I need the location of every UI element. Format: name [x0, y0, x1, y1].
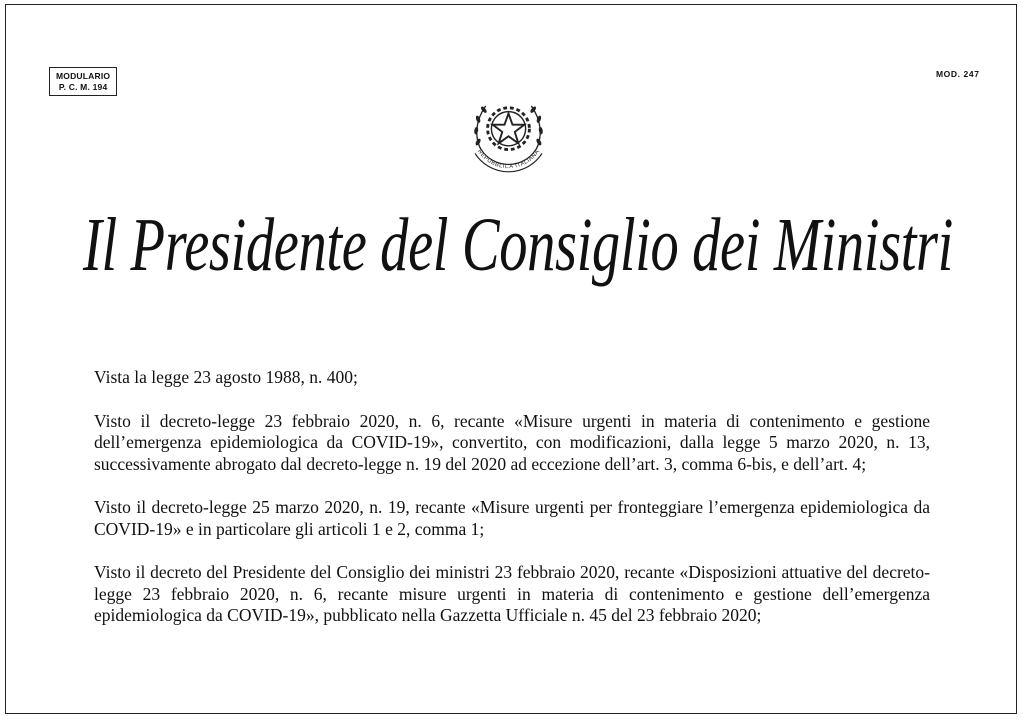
document-page	[5, 4, 1017, 714]
form-code-line1: MODULARIO	[56, 71, 111, 81]
svg-text:REPUBBLICA ITALIANA	[476, 149, 541, 170]
document-body	[94, 367, 930, 649]
letterhead-title	[58, 180, 978, 305]
form-code-line2: P. C. M. 194	[58, 82, 108, 92]
paragraph: Visto il decreto-legge 25 marzo 2020, n. 19, recante «Misure urgenti per fronteggiare l’emergenza epidemiologica da COVID-19» e in particolare gli articoli 1 e 2, comma 1;	[94, 497, 930, 539]
emblem-ribbon-text: REPUBBLICA ITALIANA	[476, 148, 541, 171]
paragraph: Vista la legge 23 agosto 1988, n. 400;	[94, 367, 358, 387]
form-code-box	[49, 67, 117, 96]
model-number: MOD. 247	[936, 69, 980, 79]
letterhead-title-text: Il Presidente del Consiglio dei Ministri	[82, 203, 954, 287]
paragraph: Visto il decreto del Presidente del Consiglio dei ministri 23 febbraio 2020, recante «Disposizioni attuative del decreto-legge 23 febbraio 2020, n. 6, recante misure urgenti in materia di contenimento e gestione dell’emergenza epidemiologica da COVID-19», pubblicato nella Gazzetta Ufficiale n. 45 del 23 febbraio 2020;	[94, 562, 930, 625]
republic-emblem-icon	[461, 85, 556, 180]
paragraph: Visto il decreto-legge 23 febbraio 2020, n. 6, recante «Misure urgenti in materia di contenimento e gestione dell’emergenza epidemiologica da COVID-19», convertito, con modificazioni, dalla legge 5 marzo 2020, n. 13, successivamente abrogato dal decreto-legge n. 19 del 2020 ad eccezione dell’art. 3, comma 6-bis, e dell’art. 4;	[94, 410, 930, 474]
